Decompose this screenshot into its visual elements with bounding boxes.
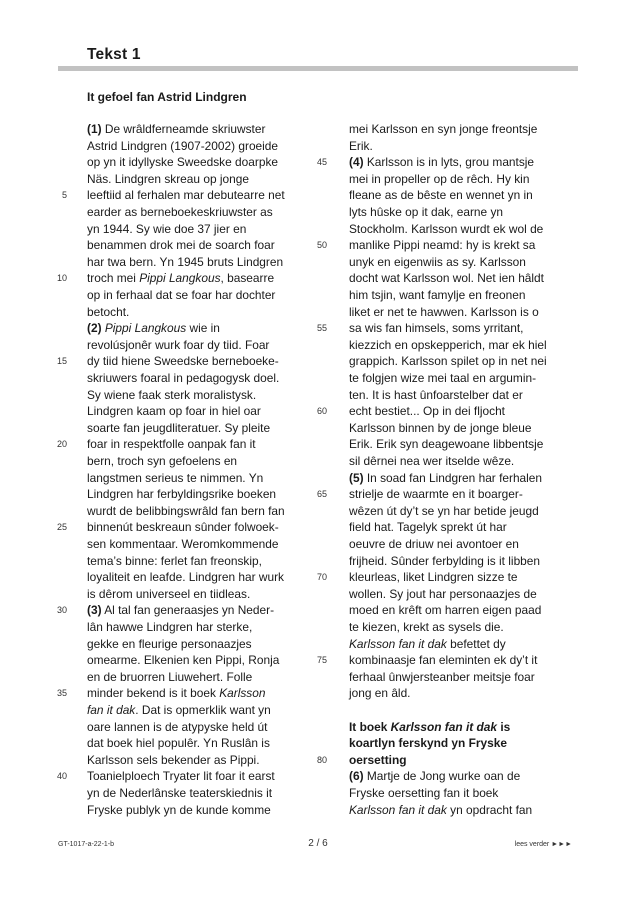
text-line xyxy=(349,387,523,404)
text-line xyxy=(349,636,506,653)
text-line xyxy=(349,420,531,437)
text-segment: Karlsson fan it dak xyxy=(390,719,498,734)
text-segment: Karlsson fan it dak xyxy=(349,636,447,651)
line-number: 30 xyxy=(56,605,67,616)
text-line xyxy=(349,752,406,769)
text-segment: revolúsjonêr wurk foar dy tiid. Foar xyxy=(87,337,270,352)
text-line xyxy=(87,486,276,503)
text-segment: wêzen út dy’t se yn har betide jeugd xyxy=(349,503,539,518)
text-segment: op yn it idyllyske Sweedske doarpke xyxy=(87,155,279,170)
text-line xyxy=(349,619,504,636)
text-segment: De wrâldferneamde skriuwster xyxy=(101,122,266,136)
text-line xyxy=(87,436,256,453)
text-line xyxy=(87,121,265,138)
text-segment: Erik. Erik syn deagewoane libbentsje xyxy=(349,437,544,452)
text-line xyxy=(349,652,537,669)
exam-code: GT-1017-a-22-1-b xyxy=(58,841,115,848)
text-segment: leeftiid al ferhalen mar debutearre net xyxy=(87,188,285,203)
text-segment: Karlsson fan it dak xyxy=(349,802,447,817)
text-segment: kiezzich en opskepperich, mar ek hiel xyxy=(349,337,547,352)
text-segment: mei Karlsson en syn jonge freontsje xyxy=(349,122,538,136)
header-rule xyxy=(58,66,578,71)
text-segment: Lindgren kaam op foar in hiel oar xyxy=(87,404,261,419)
line-number: 15 xyxy=(56,356,67,367)
text-segment: dy tiid hiene Sweedske berneboeke- xyxy=(87,354,279,369)
text-segment: Pippi Langkous xyxy=(104,321,187,336)
text-segment: oare lannen is de atypyske held út xyxy=(87,719,268,734)
text-segment: har twa bern. Yn 1945 bruts Lindgren xyxy=(87,254,284,269)
text-line xyxy=(87,387,256,404)
text-line xyxy=(349,569,518,586)
text-line xyxy=(87,519,279,536)
text-segment: oeuvre de driuw nei avontoer en xyxy=(349,537,519,551)
text-segment: befettet dy xyxy=(446,636,506,651)
text-line xyxy=(87,768,275,785)
text-segment: Karlsson sels bekender as Pippi. xyxy=(87,752,260,767)
text-line xyxy=(87,752,260,769)
text-line xyxy=(87,204,273,221)
text-segment: wollen. Sy jout har personaazjes de xyxy=(349,586,537,601)
line-number: 20 xyxy=(56,439,67,450)
text-segment: Erik. xyxy=(349,138,373,153)
text-line xyxy=(349,602,541,619)
line-number: 45 xyxy=(316,157,327,168)
text-segment: yn opdracht fan xyxy=(446,802,533,817)
text-line xyxy=(87,320,220,337)
paragraph-number: (6) xyxy=(349,769,364,784)
text-line xyxy=(349,171,529,188)
text-line xyxy=(349,237,535,254)
text-line xyxy=(87,154,278,171)
text-segment: Pippi Langkous xyxy=(139,271,221,286)
text-segment: manlike Pippi neamd: hy is krekt sa xyxy=(349,238,536,253)
text-line xyxy=(87,187,285,204)
text-line xyxy=(349,470,542,487)
text-segment: dat boek hiel populêr. Yn Ruslân is xyxy=(87,736,270,751)
next-page-indicator: lees verder ►►► xyxy=(514,841,572,848)
text-line xyxy=(349,669,535,686)
text-line xyxy=(87,735,270,752)
text-line xyxy=(87,503,285,520)
text-segment: tema’s binne: ferlet fan freonskip, xyxy=(87,553,262,568)
text-segment: moed en krêft om harren eigen paad xyxy=(349,603,542,618)
text-line xyxy=(87,304,129,321)
text-segment: kombinaasje fan eleminten ek dy’t it xyxy=(349,653,538,668)
text-segment: lân hawwe Lindgren har sterke, xyxy=(87,620,253,634)
text-segment: foar in respektfolle oanpak fan it xyxy=(87,437,256,452)
text-segment: op in ferhaal dat se foar har dochter xyxy=(87,288,276,302)
text-segment: Näs. Lindgren skreau op jonge xyxy=(87,171,249,186)
line-number: 70 xyxy=(316,572,327,583)
text-segment: koartlyn ferskynd yn Fryske xyxy=(349,736,507,751)
text-segment: wurdt de belibbingswrâld fan bern fan xyxy=(87,503,285,518)
text-line xyxy=(87,702,271,719)
text-segment: mei in propeller op de rêch. Hy kin xyxy=(349,171,530,186)
text-segment: sen kommentaar. Weromkommende xyxy=(87,537,279,551)
text-segment: sa wis fan himsels, soms yrritant, xyxy=(349,321,524,336)
article-title: It gefoel fan Astrid Lindgren xyxy=(87,90,247,104)
text-line xyxy=(349,287,525,304)
text-segment: Karlsson is in lyts, grou mantsje xyxy=(363,155,535,170)
text-segment: frijheid. Sûnder ferbylding is it libben xyxy=(349,553,541,568)
text-line xyxy=(349,337,547,354)
paragraph-number: (3) xyxy=(87,603,102,618)
paragraph-number: (1) xyxy=(87,122,102,136)
text-segment: Karlsson binnen by de jonge bleue xyxy=(349,420,532,435)
text-line xyxy=(87,785,272,802)
text-line xyxy=(87,636,252,653)
text-segment: yn 1944. Sy wie doe 37 jier en xyxy=(87,221,247,236)
text-segment: . Dat is opmerklik want yn xyxy=(135,703,271,717)
text-line xyxy=(349,304,539,321)
text-segment: unyk en eigenwiis as sy. Karlsson xyxy=(349,254,526,269)
text-line xyxy=(349,536,519,553)
text-segment: fleane as de bêste en wennet yn in xyxy=(349,188,533,203)
section-heading: Tekst 1 xyxy=(87,46,141,63)
text-line xyxy=(349,221,543,238)
text-segment: lyts hûske op it dak, earne yn xyxy=(349,205,504,219)
text-segment: skriuwers foaral in pedagogysk doel. xyxy=(87,371,280,385)
text-line xyxy=(87,270,274,287)
text-segment: It boek xyxy=(349,719,391,734)
text-segment: te folgjen wize mei taal en argumin- xyxy=(349,371,537,385)
text-line xyxy=(87,370,279,387)
text-segment: Astrid Lindgren (1907-2002) groeide xyxy=(87,138,279,153)
paragraph-number: (2) xyxy=(87,321,102,336)
text-line xyxy=(87,453,237,470)
line-number: 25 xyxy=(56,522,67,533)
text-segment: Stockholm. Karlsson wurdt ek wol de xyxy=(349,221,544,236)
text-segment: earder as berneboekeskriuwster as xyxy=(87,205,273,219)
text-segment: minder bekend is it boek xyxy=(87,686,220,701)
text-segment: kleurleas, liket Lindgren sizze te xyxy=(349,570,518,585)
text-line xyxy=(349,154,534,171)
paragraph-number: (4) xyxy=(349,155,364,170)
line-number: 75 xyxy=(316,655,327,666)
text-segment: Al tal fan generaasjes yn Neder- xyxy=(101,603,275,618)
text-segment: Martje de Jong wurke oan de xyxy=(363,769,521,784)
text-segment: loyaliteit en leafde. Lindgren har wurk xyxy=(87,570,284,585)
text-line xyxy=(349,486,523,503)
text-segment: Sy wiene faak sterk moralistysk. xyxy=(87,387,257,402)
text-line xyxy=(349,121,537,138)
text-segment: Karlsson xyxy=(219,686,266,701)
text-segment: troch mei xyxy=(87,271,140,286)
text-segment: jong en âld. xyxy=(349,686,411,701)
text-segment: is dêrom universeel en tiidleas. xyxy=(87,586,251,601)
text-line xyxy=(87,719,267,736)
line-number: 55 xyxy=(316,323,327,334)
text-line xyxy=(349,453,514,470)
text-line xyxy=(87,237,275,254)
text-line xyxy=(349,138,373,155)
text-line xyxy=(349,768,520,785)
text-segment: Toanielploech Tryater lit foar it earst xyxy=(87,769,275,784)
text-line xyxy=(87,652,279,669)
text-segment: benammen drok mei de soarch foar xyxy=(87,238,275,253)
text-segment: is xyxy=(497,719,511,734)
text-line xyxy=(349,735,507,752)
text-line xyxy=(349,353,547,370)
text-segment: Lindgren har ferbyldingsrike boeken xyxy=(87,487,277,502)
text-line xyxy=(349,270,544,287)
text-segment: omearme. Elkenien ken Pippi, Ronja xyxy=(87,653,280,668)
line-number: 5 xyxy=(61,190,67,201)
text-line xyxy=(349,586,537,603)
text-segment: soarte fan jeugdliteratuer. Sy pleite xyxy=(87,420,271,435)
text-segment: ferhaal ûnwjersteanber meitsje foar xyxy=(349,669,535,684)
text-line xyxy=(87,553,262,570)
text-segment: yn de Nederlânske teaterskiednis it xyxy=(87,786,273,800)
text-line xyxy=(87,569,284,586)
text-line xyxy=(87,420,270,437)
text-segment: te kiezen, krekt as sysels die. xyxy=(349,620,504,634)
text-segment: en de bruorren Liuwehert. Folle xyxy=(87,669,253,684)
text-segment: liket er net te hawwen. Karlsson is o xyxy=(349,304,539,319)
line-number: 80 xyxy=(316,754,327,765)
text-segment: , basearre xyxy=(220,271,275,286)
text-line xyxy=(349,719,510,736)
text-line xyxy=(87,536,278,553)
text-line xyxy=(349,685,411,702)
text-line xyxy=(87,470,263,487)
text-segment: fan it dak xyxy=(87,703,136,717)
text-line xyxy=(87,802,271,819)
text-line xyxy=(87,287,275,304)
text-line xyxy=(87,586,250,603)
text-segment: him tsjin, want famylje en freonen xyxy=(349,288,526,302)
text-segment: gekke en fleurige personaazjes xyxy=(87,636,252,651)
text-segment: sil dêrnei nea wer itselde wêze. xyxy=(349,454,515,468)
text-line xyxy=(87,403,261,420)
text-line xyxy=(349,187,533,204)
text-line xyxy=(349,254,526,271)
text-line xyxy=(349,370,536,387)
text-line xyxy=(87,138,278,155)
page-number: 2 / 6 xyxy=(308,838,328,849)
text-line xyxy=(349,519,507,536)
line-number: 65 xyxy=(316,489,327,500)
text-segment: wie in xyxy=(186,321,220,336)
line-number: 10 xyxy=(56,273,67,284)
text-segment: In soad fan Lindgren har ferhalen xyxy=(363,470,543,485)
text-line xyxy=(87,685,265,702)
text-line xyxy=(349,403,505,420)
line-number: 60 xyxy=(316,406,327,417)
text-segment: strielje de waarmte en it boarger- xyxy=(349,487,523,502)
text-line xyxy=(87,619,252,636)
text-line xyxy=(87,669,252,686)
text-line xyxy=(349,785,498,802)
text-segment: Fryske oersetting fan it boek xyxy=(349,786,499,800)
text-segment: grappich. Karlsson spilet op in net nei xyxy=(349,354,547,369)
text-line xyxy=(87,337,269,354)
text-segment: ten. It is hast ûnfoarstelber dat er xyxy=(349,387,523,402)
text-segment: oersetting xyxy=(349,752,407,767)
text-line xyxy=(349,320,523,337)
text-line xyxy=(87,353,279,370)
text-segment: bern, troch syn gefoelens en xyxy=(87,454,238,468)
paragraph-number: (5) xyxy=(349,470,364,485)
text-line xyxy=(87,602,274,619)
text-segment: binnenút beskreaun sûnder folwoek- xyxy=(87,520,279,535)
line-number: 50 xyxy=(316,240,327,251)
text-segment: field hat. Tagelyk sprekt út har xyxy=(349,520,507,535)
text-segment: betocht. xyxy=(87,304,130,319)
text-line xyxy=(349,553,540,570)
line-number: 35 xyxy=(56,688,67,699)
text-segment: docht wat Karlsson wol. Net ien hâldt xyxy=(349,271,544,286)
text-line xyxy=(349,204,503,221)
text-segment: Fryske publyk yn de kunde komme xyxy=(87,802,271,817)
text-line xyxy=(349,503,539,520)
text-line xyxy=(87,171,249,188)
text-line xyxy=(87,254,283,271)
text-line xyxy=(349,436,543,453)
text-line xyxy=(87,221,246,238)
text-segment: echt bestiet... Op in dei fljocht xyxy=(349,404,505,419)
line-number: 40 xyxy=(56,771,67,782)
text-line xyxy=(349,802,532,819)
text-segment: langstmen serieus te nimmen. Yn xyxy=(87,470,264,485)
